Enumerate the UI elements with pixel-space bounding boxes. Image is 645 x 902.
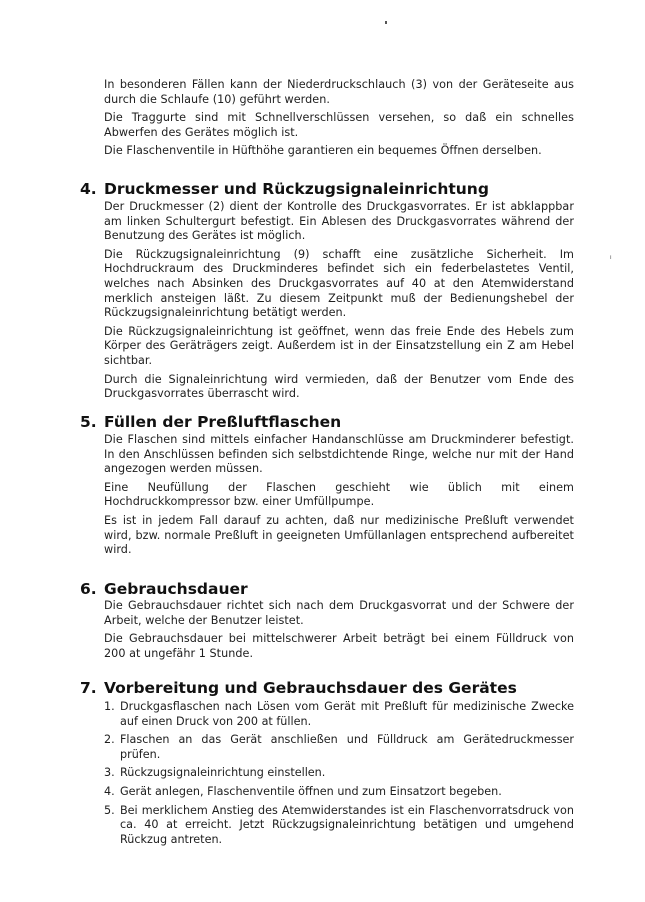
section-heading-7 <box>80 679 517 697</box>
paragraph: Durch die Signaleinrichtung wird vermieden, daß der Benutzer vom Ende des Druckgasvorrates überrascht wird. <box>104 372 574 401</box>
step-text: Flaschen an das Gerät anschließen und Fülldruck am Gerätedruckmesser prüfen. <box>120 733 574 761</box>
step-text: Druckgasflaschen nach Lösen vom Gerät mit Preßluft für medizinische Zwecke auf einen Druck von 200 at füllen. <box>120 700 574 728</box>
list-item <box>104 766 574 781</box>
section-title: Füllen der Preßluftflaschen <box>104 413 342 431</box>
section-title: Gebrauchsdauer <box>104 580 248 598</box>
step-text: Bei merklichem Anstieg des Atemwiderstandes ist ein Flaschenvorratsdruck von ca. 40 at erreicht. Jetzt Rückzugsignaleinrichtung betätigen und umgehend Rückzug antreten. <box>120 803 574 846</box>
section-body-7 <box>104 700 574 851</box>
section-number: 5. <box>80 413 97 431</box>
paragraph: In besonderen Fällen kann der Niederdruckschlauch (3) von der Geräteseite aus durch die Schlaufe (10) geführt werden. <box>104 78 574 106</box>
paragraph: Der Druckmesser (2) dient der Kontrolle des Druckgasvorrates. Er ist abklappbar am linken Schultergurt befestigt. Ein Ablesen des Druckgasvorrates während der Benutzung des Gerätes ist möglich. <box>104 200 574 243</box>
paragraph: Die Gebrauchsdauer richtet sich nach dem Druckgasvorrat und der Schwere der Arbeit, welche der Benutzer leistet. <box>104 599 574 627</box>
intro-block <box>104 78 574 163</box>
step-text: Gerät anlegen, Flaschenventile öffnen und zum Einsatzort begeben. <box>120 784 502 798</box>
section-number: 6. <box>80 580 97 598</box>
list-item <box>104 804 574 848</box>
step-text: Rückzugsignaleinrichtung einstellen. <box>120 766 326 780</box>
list-item <box>104 700 574 729</box>
section-number: 4. <box>80 180 97 198</box>
step-number: 2. <box>104 733 115 747</box>
scan-speck <box>385 21 387 24</box>
paragraph: Es ist in jedem Fall darauf zu achten, daß nur medizinische Preßluft verwendet wird, bzw. normale Preßluft in geeigneten Umfüllanlagen entsprechend aufbereitet wird. <box>104 513 574 557</box>
paragraph: Die Flaschen sind mittels einfacher Handanschlüsse am Druckminderer befestigt. In den Anschlüssen befinden sich selbstdichtende Ringe, welche nur mit der Hand angezogen werden müssen. <box>104 433 574 476</box>
section-body-6 <box>104 599 574 665</box>
section-heading-5 <box>80 413 341 431</box>
paragraph: Die Gebrauchsdauer bei mittelschwerer Arbeit beträgt bei einem Fülldruck von 200 at ungefähr 1 Stunde. <box>104 632 574 660</box>
section-heading-6 <box>80 580 248 598</box>
paragraph: Die Rückzugsignaleinrichtung ist geöffnet, wenn das freie Ende des Hebels zum Körper des Geräträgers zeigt. Außerdem ist in der Einsatzstellung ein Z am Hebel sichtbar. <box>104 324 574 367</box>
section-body-4 <box>104 200 574 406</box>
section-title: Vorbereitung und Gebrauchsdauer des Gerätes <box>104 679 517 697</box>
paragraph: Eine Neufüllung der Flaschen geschieht wie üblich mit einem Hochdruckkompressor bzw. einer Umfüllpumpe. <box>104 480 574 509</box>
paragraph: Die Traggurte sind mit Schnellverschlüssen versehen, so daß ein schnelles Abwerfen des Gerätes möglich ist. <box>104 111 574 139</box>
step-number: 4. <box>104 784 115 798</box>
list-item <box>104 785 574 800</box>
step-number: 1. <box>104 700 115 713</box>
step-number: 5. <box>104 803 115 817</box>
step-number: 3. <box>104 766 115 780</box>
paragraph: Die Rückzugsignaleinrichtung (9) schafft eine zusätzliche Sicherheit. Im Hochdruckraum des Druckminderes befindet sich ein federbelastetes Ventil, welches nach Absinken des Druckgasvorrates auf 40 at den Atemwiderstand merklich ansteigen läßt. Zu diesem Zeitpunkt muß der Bedienungshebel der Rückzugsignaleinrichtung betätigt werden. <box>104 247 574 320</box>
section-heading-4 <box>80 180 489 198</box>
section-number: 7. <box>80 679 97 697</box>
section-body-5 <box>104 433 574 562</box>
section-title: Druckmesser und Rückzugsignaleinrichtung <box>104 180 489 198</box>
list-item <box>104 733 574 762</box>
margin-mark: ⁱ <box>610 255 612 265</box>
steps-list <box>104 700 574 847</box>
paragraph: Die Flaschenventile in Hüfthöhe garantieren ein bequemes Öffnen derselben. <box>104 144 542 158</box>
